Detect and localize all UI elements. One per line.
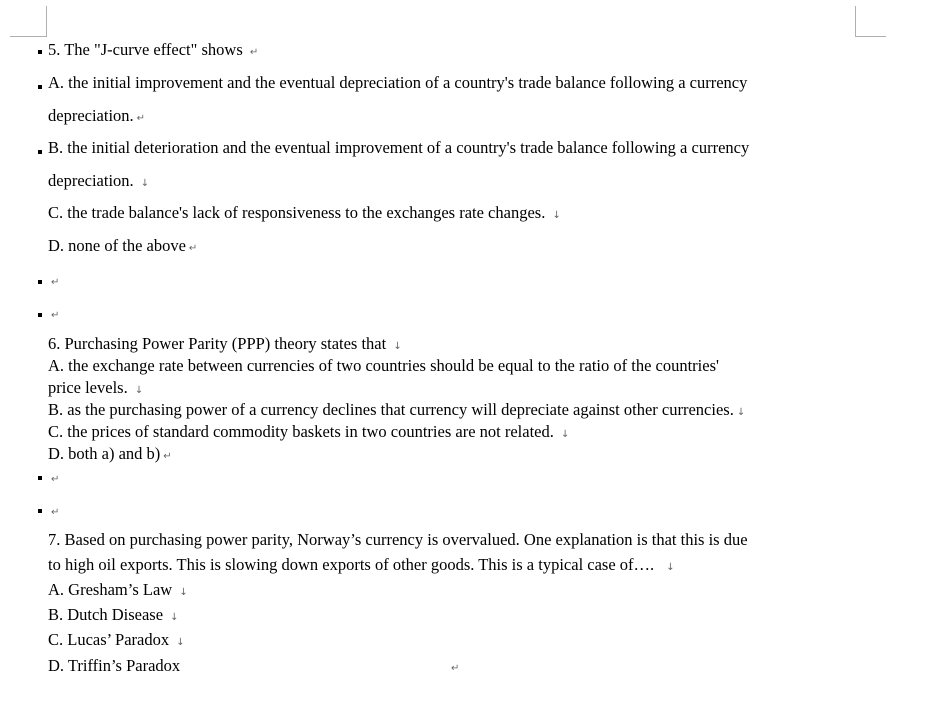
question-5-option-a: A. the initial improvement and the eventual depreciation of a country's trade balance following a currency <box>48 73 748 92</box>
line-break-icon: ↓ <box>134 385 144 396</box>
question-6-option-d: D. both a) and b) ↵ <box>48 444 172 463</box>
paragraph-mark-icon: ↵ <box>51 474 60 485</box>
empty-paragraph <box>48 303 59 326</box>
line-break-icon: ↓ <box>179 587 188 598</box>
line-break-icon: ↓ <box>552 210 561 221</box>
paragraph-bullet <box>38 280 42 284</box>
paragraph-bullet <box>38 476 42 480</box>
line-break-icon: ↓ <box>176 637 185 648</box>
paragraph-bullet <box>38 150 42 154</box>
paragraph-mark-icon: ↵ <box>163 451 172 462</box>
question-5-option-d: D. none of the above ↵ <box>48 236 198 255</box>
question-5-option-c: C. the trade balance's lack of responsiveness to the exchanges rate changes. ↓ <box>48 203 561 222</box>
question-6-option-a: A. the exchange rate between currencies of two countries should be equal to the ratio of the countries' <box>48 356 719 375</box>
paragraph-mark-icon: ↵ <box>451 663 460 674</box>
paragraph-mark-icon: ↵ <box>51 310 60 321</box>
line-break-icon: ↓ <box>736 407 746 418</box>
paragraph-bullet <box>38 509 42 513</box>
line-break-icon: ↓ <box>666 562 675 573</box>
question-7-stem-cont: to high oil exports. This is slowing down exports of other goods. This is a typical case of…. ↓ <box>48 555 675 574</box>
question-7-stem: 7. Based on purchasing power parity, Norway’s currency is overvalued. One explanation is that this is due <box>48 530 748 549</box>
question-5-option-b: B. the initial deterioration and the eventual improvement of a country's trade balance following a currency <box>48 138 750 157</box>
question-6-stem: 6. Purchasing Power Parity (PPP) theory states that ↓ <box>48 334 402 353</box>
paragraph-mark-icon: ↵ <box>249 47 259 58</box>
question-7-option-c: C. Lucas’ Paradox ↓ <box>48 630 185 649</box>
question-6-option-c: C. the prices of standard commodity baskets in two countries are not related. ↓ <box>48 422 570 441</box>
paragraph-mark-icon: ↵ <box>136 113 146 124</box>
paragraph-bullet <box>38 50 42 54</box>
question-5-stem: 5. The "J-curve effect" shows ↵ <box>48 40 259 59</box>
paragraph-mark-icon: ↵ <box>188 243 198 254</box>
paragraph-mark-icon: ↵ <box>51 277 60 288</box>
question-6-option-a-cont: price levels. ↓ <box>48 378 144 397</box>
paragraph-bullet <box>38 313 42 317</box>
question-6-option-b: B. as the purchasing power of a currency declines that currency will depreciate against other currencies. ↓ <box>48 400 746 419</box>
paragraph-bullet <box>38 85 42 89</box>
line-break-icon: ↓ <box>561 429 570 440</box>
paragraph-mark <box>451 656 459 679</box>
question-5-option-a-cont: depreciation. ↵ <box>48 106 146 125</box>
page-corner-top-right <box>855 6 886 37</box>
empty-paragraph <box>48 270 59 293</box>
paragraph-mark-icon: ↵ <box>51 507 60 518</box>
empty-paragraph <box>48 467 59 490</box>
page-corner-top-left <box>10 6 47 37</box>
question-7-option-d: D. Triffin’s Paradox <box>48 656 181 675</box>
question-7-option-a: A. Gresham’s Law ↓ <box>48 580 188 599</box>
empty-paragraph <box>48 500 59 523</box>
question-5-option-b-cont: depreciation. ↓ <box>48 171 150 190</box>
question-7-option-b: B. Dutch Disease ↓ <box>48 605 179 624</box>
line-break-icon: ↓ <box>393 341 402 352</box>
line-break-icon: ↓ <box>140 178 150 189</box>
line-break-icon: ↓ <box>170 612 179 623</box>
